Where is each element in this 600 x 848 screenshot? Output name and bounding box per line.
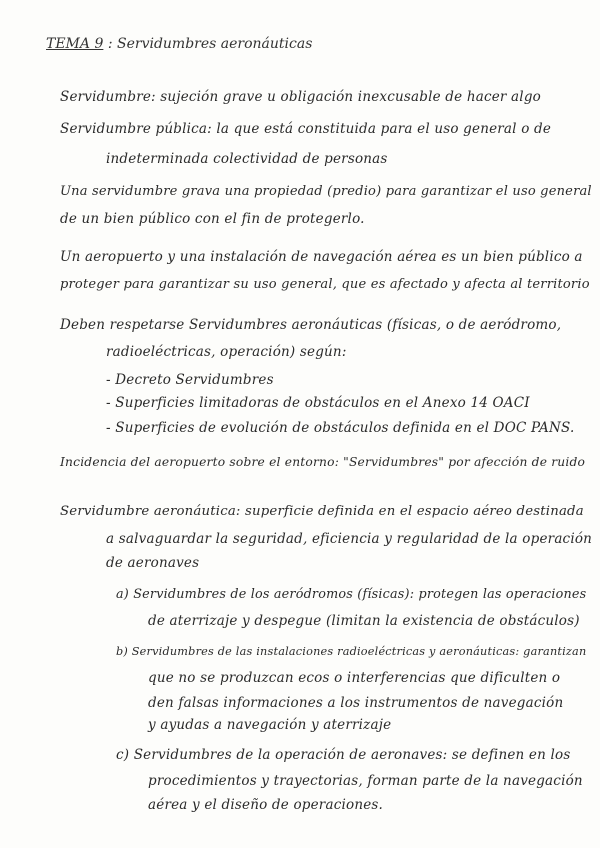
- text-line: de aeronaves: [106, 555, 200, 571]
- text-line: de un bien público con el fin de protegerlo.: [60, 211, 365, 227]
- list-item-a: a) Servidumbres de los aeródromos (físicas): protegen las operaciones: [116, 587, 587, 602]
- text-line: a salvaguardar la seguridad, eficiencia y regularidad de la operación: [106, 531, 593, 547]
- text-line: Una servidumbre grava una propiedad (predio) para garantizar el uso general: [60, 184, 592, 199]
- text-line: Incidencia del aeropuerto sobre el entorno: "Servidumbres" por afección de ruido: [60, 455, 586, 469]
- text-line: den falsas informaciones a los instrumentos de navegación: [148, 695, 564, 711]
- text-line: aérea y el diseño de operaciones.: [148, 797, 384, 813]
- text-line: proteger para garantizar su uso general, que es afectado y afecta al territorio: [60, 277, 590, 292]
- text-line: de aterrizaje y despegue (limitan la existencia de obstáculos): [148, 613, 580, 629]
- bullet-item: - Superficies limitadoras de obstáculos en el Anexo 14 OACI: [106, 395, 530, 411]
- topic-number: TEMA 9: [46, 36, 104, 52]
- bullet-item: - Decreto Servidumbres: [106, 372, 274, 388]
- bullet-item: - Superficies de evolución de obstáculos definida en el DOC PANS.: [106, 420, 575, 436]
- text-line: procedimientos y trayectorias, forman parte de la navegación: [148, 773, 583, 789]
- page-title: [46, 36, 312, 52]
- text-line: Servidumbre aeronáutica: superficie definida en el espacio aéreo destinada: [60, 504, 584, 519]
- text-line: radioeléctricas, operación) según:: [106, 344, 347, 360]
- topic-name: Servidumbres aeronáuticas: [117, 36, 313, 52]
- text-line: Deben respetarse Servidumbres aeronáuticas (físicas, o de aeródromo,: [60, 317, 562, 333]
- text-line: y ayudas a navegación y aterrizaje: [148, 717, 392, 733]
- text-line: que no se produzcan ecos o interferencias que dificulten o: [148, 670, 561, 686]
- text-line: Servidumbre pública: la que está constituida para el uso general o de: [60, 121, 552, 137]
- text-line: Servidumbre: sujeción grave u obligación inexcusable de hacer algo: [60, 89, 541, 105]
- text-line: indeterminada colectividad de personas: [106, 151, 388, 167]
- list-item-b: b) Servidumbres de las instalaciones radioeléctricas y aeronáuticas: garantizan: [116, 645, 587, 658]
- title-separator: :: [107, 36, 113, 52]
- list-item-c: c) Servidumbres de la operación de aeronaves: se definen en los: [116, 747, 571, 763]
- text-line: Un aeropuerto y una instalación de navegación aérea es un bien público a: [60, 249, 583, 265]
